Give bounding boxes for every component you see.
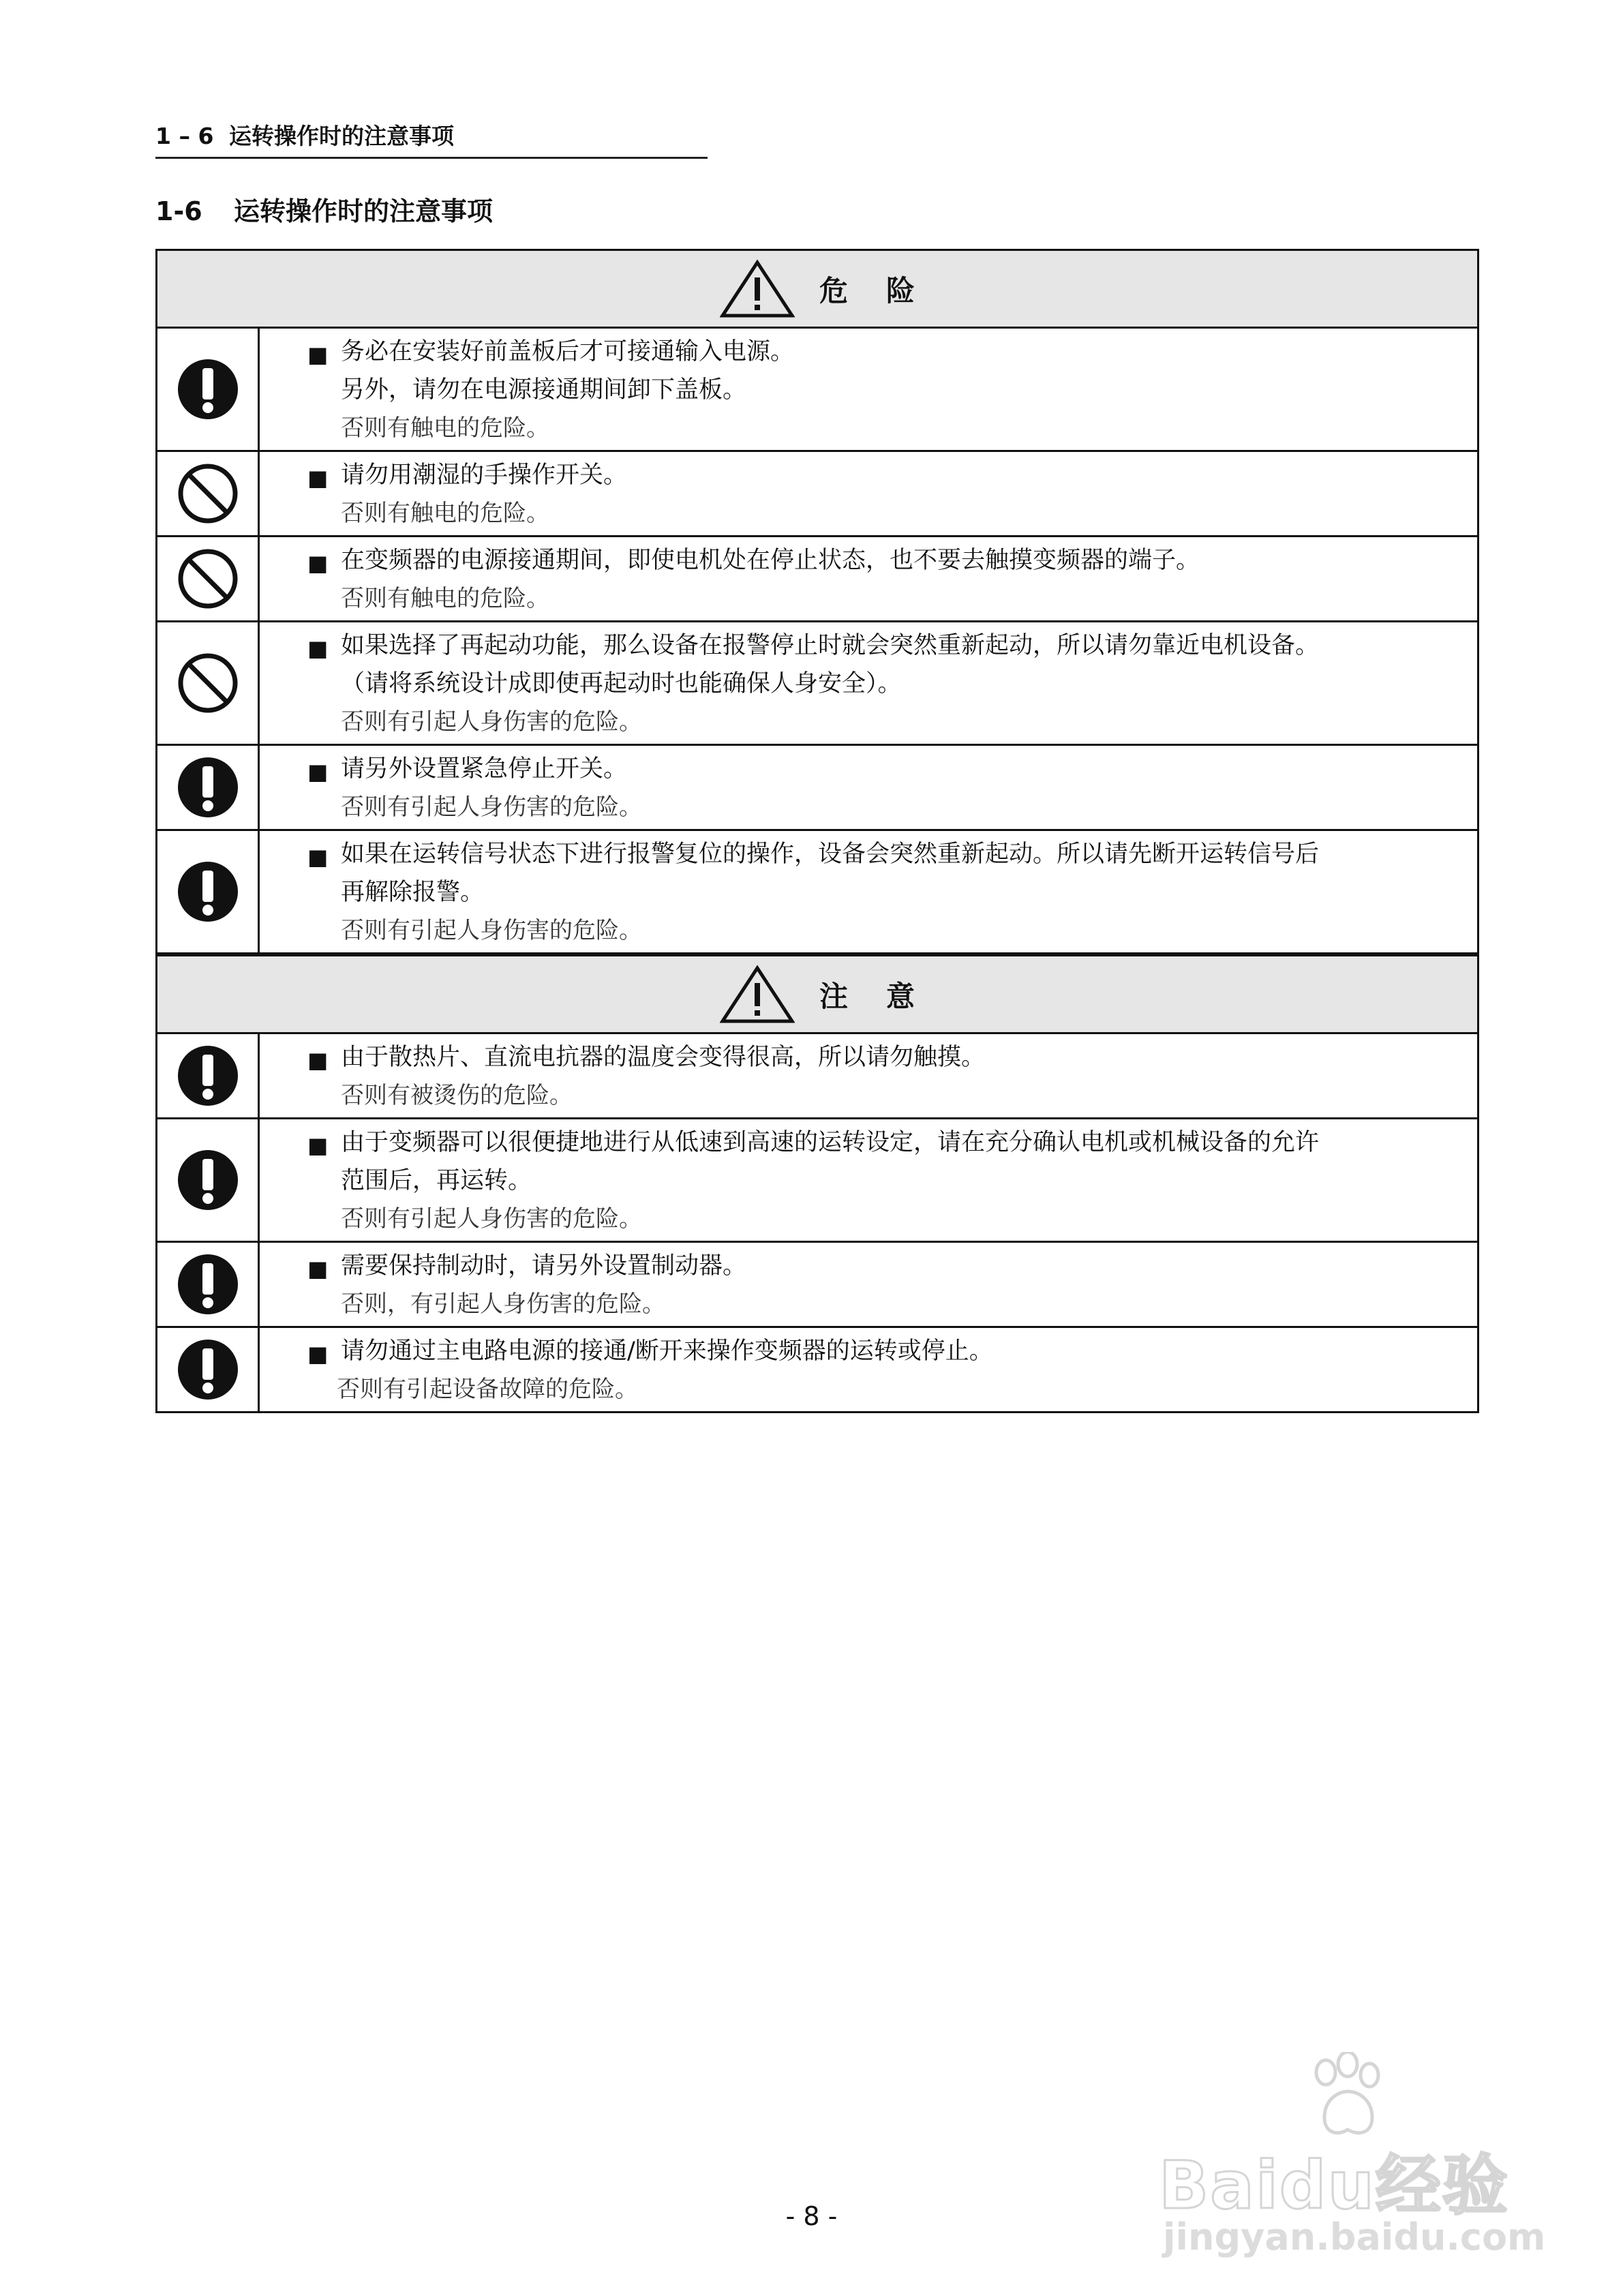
bullet-square: ■ <box>307 635 329 661</box>
bullet-square: ■ <box>307 759 329 785</box>
caution-header <box>157 956 1477 1034</box>
danger-title: 危险 <box>819 273 953 307</box>
exclamation-icon <box>157 1034 260 1117</box>
bullet-square: ■ <box>307 1132 329 1158</box>
warning-text <box>260 746 1477 829</box>
warning-row <box>157 1243 1477 1328</box>
warning-row <box>157 329 1477 452</box>
warning-line: 请勿通过主电路电源的接通/断开来操作变频器的运转或停止。 <box>341 1338 993 1365</box>
warning-row <box>157 831 1477 952</box>
bullet-square: ■ <box>307 465 329 491</box>
exclamation-icon <box>157 329 260 450</box>
caution-rows <box>157 1034 1477 1411</box>
consequence-line: 否则，有引起人身伤害的危险。 <box>341 1290 665 1318</box>
warning-line: 在变频器的电源接通期间，即使电机处在停止状态，也不要去触摸变频器的端子。 <box>341 547 1200 574</box>
warning-text <box>260 1034 1477 1117</box>
warning-row <box>157 746 1477 831</box>
exclamation-icon <box>157 1243 260 1326</box>
warning-row <box>157 1119 1477 1243</box>
running-header <box>155 121 708 159</box>
warning-line: 再解除报警。 <box>341 879 485 906</box>
bullet-square: ■ <box>307 1341 329 1367</box>
warning-text <box>260 622 1477 744</box>
warning-text <box>260 1328 1477 1411</box>
warning-line: 范围后，再运转。 <box>341 1167 532 1194</box>
danger-box <box>155 249 1479 954</box>
watermark-url: jingyan.baidu.com <box>1163 2216 1546 2259</box>
prohibition-icon <box>157 622 260 744</box>
warning-text <box>260 537 1477 620</box>
section-number: 1-6 <box>155 196 202 226</box>
watermark-brand: Baidu经验 <box>1159 2147 1509 2224</box>
warning-line: 由于变频器可以很便捷地进行从低速到高速的运转设定，请在充分确认电机或机械设备的允许 <box>341 1129 1320 1156</box>
consequence-line: 否则有引起人身伤害的危险。 <box>341 794 642 821</box>
bullet-square: ■ <box>307 1047 329 1073</box>
caution-box <box>155 954 1479 1413</box>
exclamation-icon <box>157 1119 260 1241</box>
warning-line: 请勿用潮湿的手操作开关。 <box>341 462 628 489</box>
warning-triangle-icon <box>720 260 795 318</box>
warning-text <box>260 1243 1477 1326</box>
warning-text <box>260 452 1477 535</box>
exclamation-icon <box>157 831 260 952</box>
warning-line: 需要保持制动时，请另外设置制动器。 <box>341 1252 747 1280</box>
danger-header <box>157 251 1477 329</box>
bullet-square: ■ <box>307 550 329 576</box>
exclamation-icon <box>157 746 260 829</box>
consequence-line: 否则有触电的危险。 <box>341 585 549 612</box>
paw-logo-icon <box>1305 2052 1387 2141</box>
warning-triangle-icon <box>720 965 795 1024</box>
warning-row <box>157 1328 1477 1411</box>
consequence-line: 否则有引起设备故障的危险。 <box>337 1376 638 1403</box>
prohibition-icon <box>157 452 260 535</box>
consequence-line: 否则有触电的危险。 <box>341 414 549 442</box>
consequence-line: 否则有引起人身伤害的危险。 <box>341 708 642 736</box>
consequence-line: 否则有引起人身伤害的危险。 <box>341 917 642 944</box>
watermark <box>1159 2052 1546 2277</box>
warning-line: 由于散热片、直流电抗器的温度会变得很高，所以请勿触摸。 <box>341 1044 986 1071</box>
warning-text <box>260 329 1477 450</box>
warning-line: 另外，请勿在电源接通期间卸下盖板。 <box>341 376 747 404</box>
running-header-number: 1 – 6 <box>155 123 214 149</box>
caution-title: 注意 <box>819 979 953 1013</box>
section-heading <box>155 194 493 228</box>
danger-rows <box>157 329 1477 952</box>
warning-row <box>157 452 1477 537</box>
bullet-square: ■ <box>307 342 329 367</box>
running-header-title: 运转操作时的注意事项 <box>229 123 454 149</box>
warning-line: （请将系统设计成即使再起动时也能确保人身安全）。 <box>341 670 902 697</box>
consequence-line: 否则有引起人身伤害的危险。 <box>341 1205 642 1233</box>
exclamation-icon <box>157 1328 260 1411</box>
warning-line: 请另外设置紧急停止开关。 <box>341 755 628 783</box>
warning-line: 如果选择了再起动功能，那么设备在报警停止时就会突然重新起动，所以请勿靠近电机设备。 <box>341 632 1320 659</box>
consequence-line: 否则有触电的危险。 <box>341 500 549 527</box>
warning-line: 务必在安装好前盖板后才可接通输入电源。 <box>341 338 795 365</box>
warning-row <box>157 622 1477 746</box>
warning-row <box>157 1034 1477 1119</box>
warning-text <box>260 831 1477 952</box>
page-number: - 8 - <box>785 2201 838 2231</box>
warning-line: 如果在运转信号状态下进行报警复位的操作，设备会突然重新起动。所以请先断开运转信号后 <box>341 841 1320 868</box>
prohibition-icon <box>157 537 260 620</box>
bullet-square: ■ <box>307 1256 329 1282</box>
bullet-square: ■ <box>307 844 329 870</box>
section-title: 运转操作时的注意事项 <box>234 196 494 226</box>
warning-text <box>260 1119 1477 1241</box>
warning-row <box>157 537 1477 622</box>
consequence-line: 否则有被烫伤的危险。 <box>341 1082 573 1109</box>
